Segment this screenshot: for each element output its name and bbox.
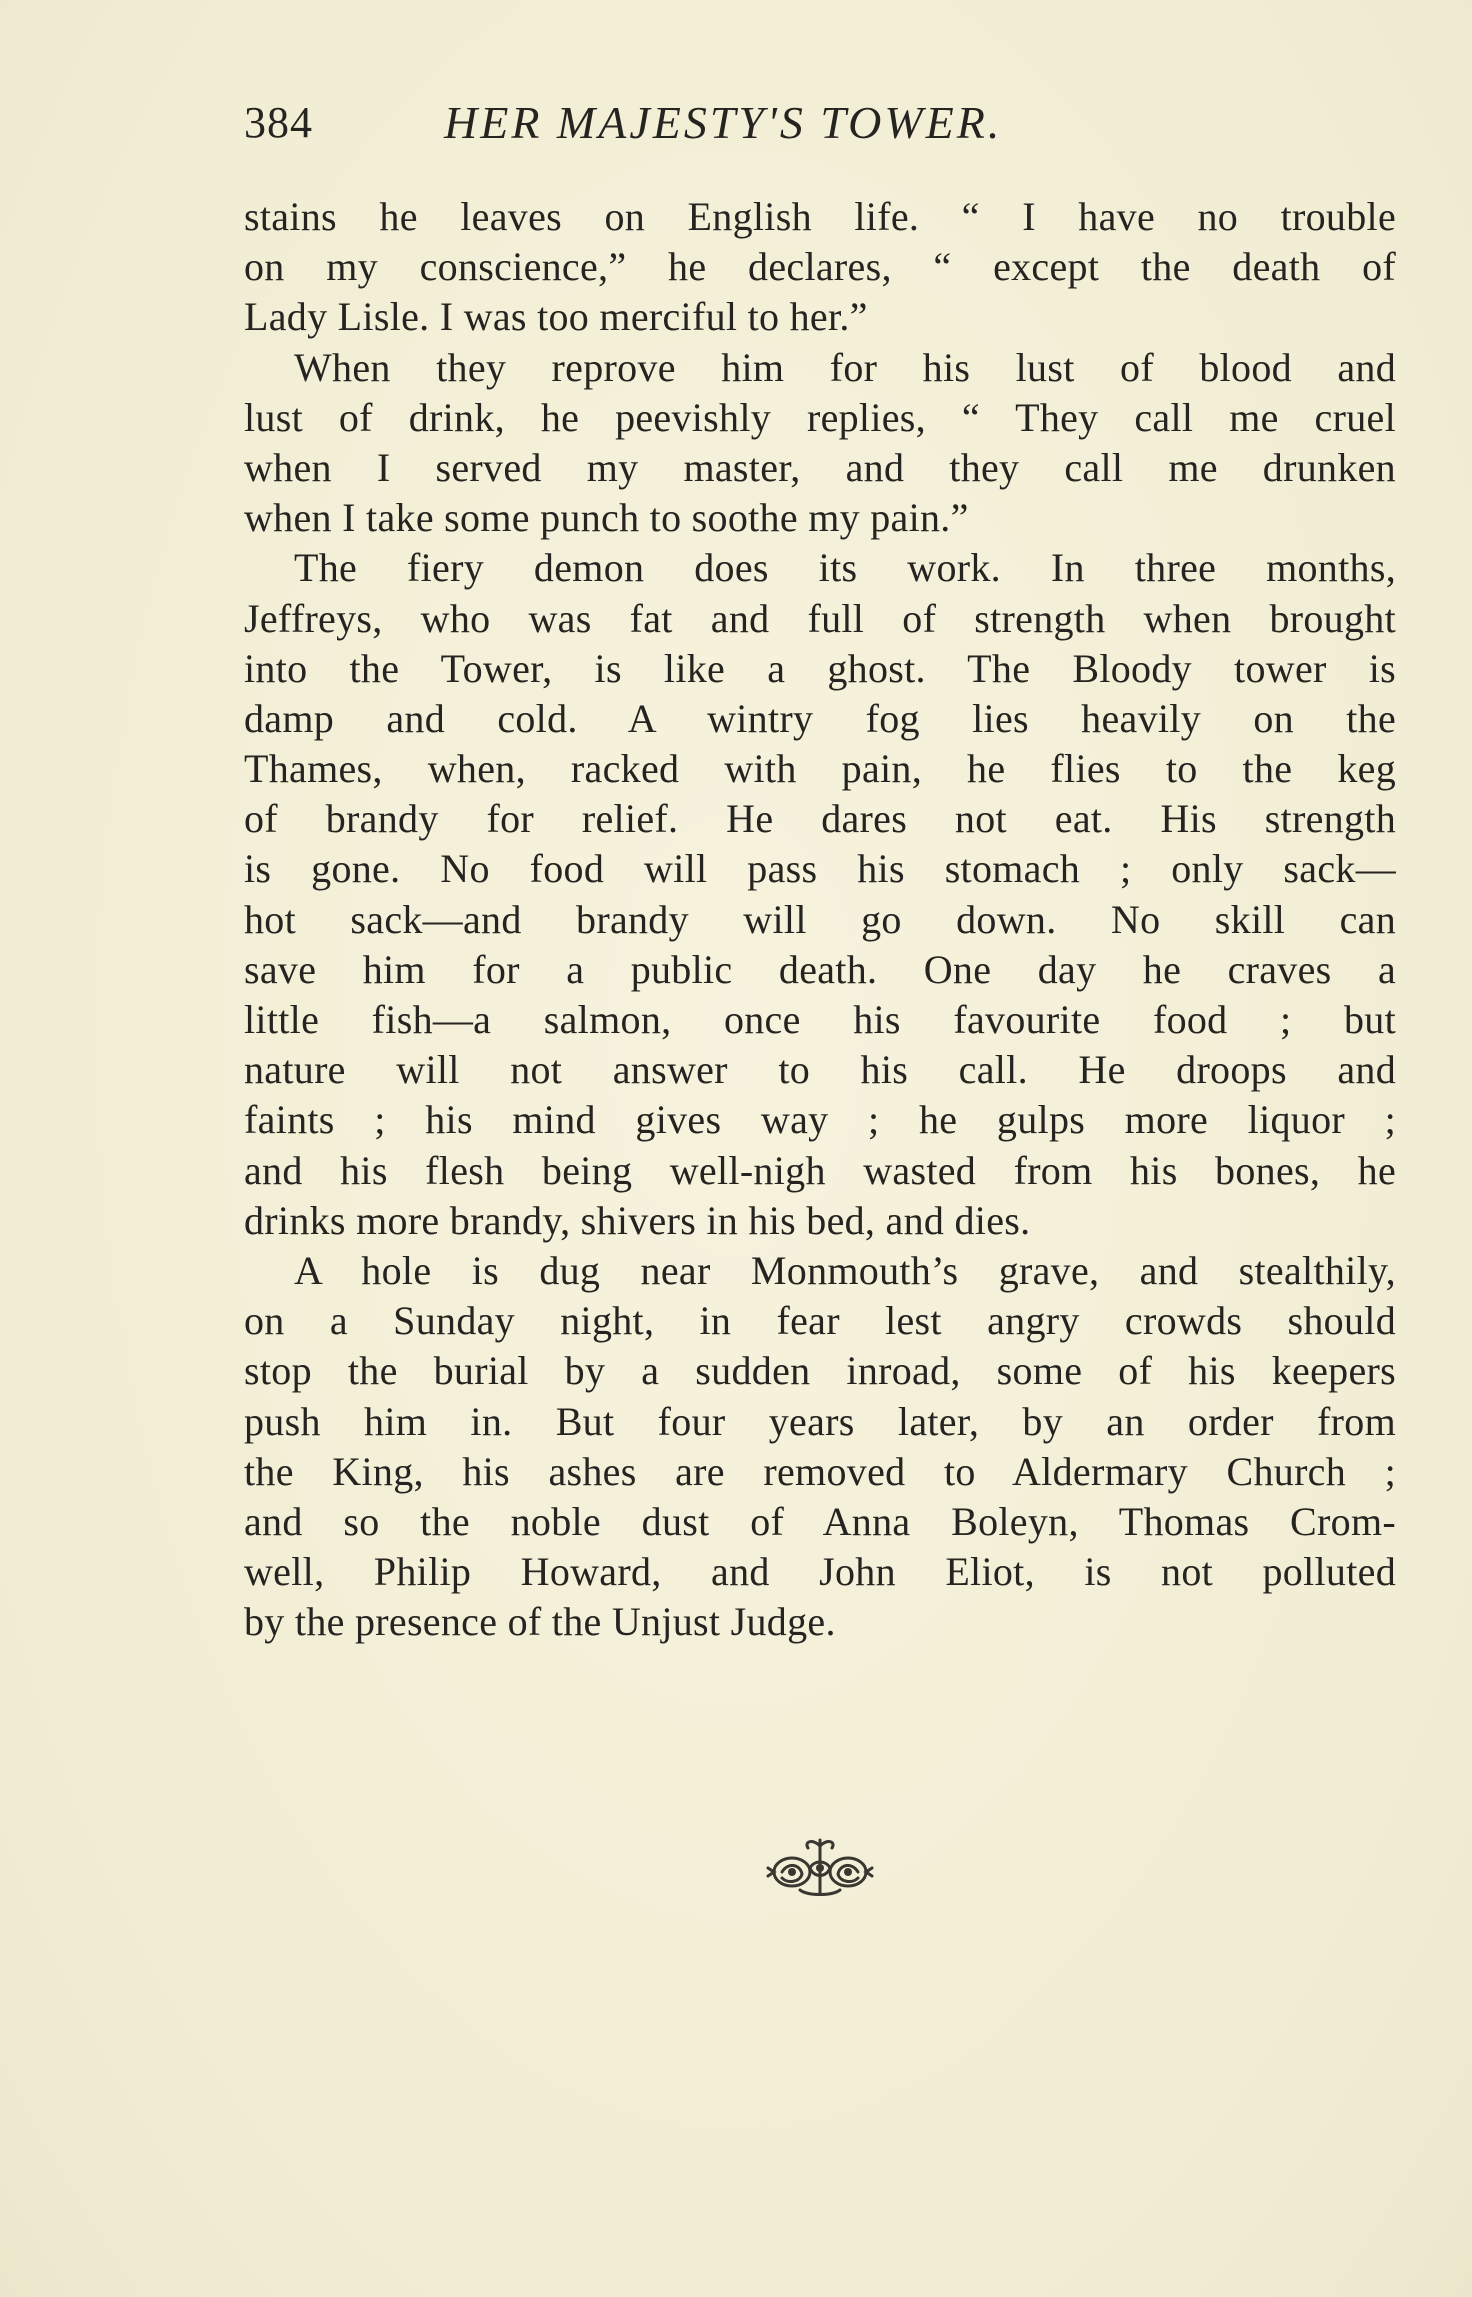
text-line: stop the burial by a sudden inroad, some of his keepers bbox=[244, 1348, 1396, 1394]
text-line: when I take some punch to soothe my pain.” bbox=[244, 495, 969, 541]
text-line: The fiery demon does its work. In three months, bbox=[294, 545, 1396, 591]
text-line: push him in. But four years later, by an order from bbox=[244, 1398, 1396, 1444]
text-line: on a Sunday night, in fear lest angry crowds should bbox=[244, 1298, 1396, 1344]
text-line: well, Philip Howard, and John Eliot, is not polluted bbox=[244, 1549, 1396, 1595]
text-line: on my conscience,” he declares, “ except the death of bbox=[244, 244, 1396, 290]
page-number: 384 bbox=[244, 98, 313, 147]
text-line: nature will not answer to his call. He droops and bbox=[244, 1047, 1396, 1093]
running-title: HER MAJESTY'S TOWER. bbox=[444, 97, 1003, 148]
page-header bbox=[244, 88, 1244, 158]
text-line: A hole is dug near Monmouth’s grave, and stealthily, bbox=[294, 1247, 1396, 1293]
text-line: drinks more brandy, shivers in his bed, and dies. bbox=[244, 1197, 1031, 1243]
text-line: is gone. No food will pass his stomach ; only sack— bbox=[244, 846, 1396, 892]
paragraph bbox=[244, 543, 1396, 1246]
text-line: lust of drink, he peevishly replies, “ They call me cruel bbox=[244, 394, 1396, 440]
text-line: Thames, when, racked with pain, he flies to the keg bbox=[244, 746, 1396, 792]
text-line: into the Tower, is like a ghost. The Bloody tower is bbox=[244, 645, 1396, 691]
text-line: when I served my master, and they call me drunken bbox=[244, 444, 1396, 490]
paragraph bbox=[244, 1246, 1396, 1648]
paragraph bbox=[244, 343, 1396, 544]
text-line: and his flesh being well-nigh wasted from his bones, he bbox=[244, 1147, 1396, 1193]
text-line: stains he leaves on English life. “ I have no trouble bbox=[244, 194, 1396, 239]
text-line: the King, his ashes are removed to Aldermary Church ; bbox=[244, 1448, 1396, 1494]
text-line: by the presence of the Unjust Judge. bbox=[244, 1599, 836, 1645]
text-line: damp and cold. A wintry fog lies heavily on the bbox=[244, 695, 1396, 741]
body-text bbox=[244, 192, 1396, 1647]
text-line: hot sack—and brandy will go down. No skill can bbox=[244, 896, 1396, 942]
text-line: little fish—a salmon, once his favourite food ; but bbox=[244, 997, 1396, 1042]
text-line: of brandy for relief. He dares not eat. His strength bbox=[244, 796, 1396, 842]
text-line: When they reprove him for his lust of blood and bbox=[294, 344, 1396, 390]
text-line: and so the noble dust of Anna Boleyn, Thomas Crom- bbox=[244, 1498, 1396, 1544]
paragraph bbox=[244, 192, 1396, 343]
text-line: Lady Lisle. I was too merciful to her.” bbox=[244, 294, 868, 340]
floral-tailpiece-icon bbox=[760, 1832, 880, 1902]
text-line: faints ; his mind gives way ; he gulps more liquor ; bbox=[244, 1097, 1396, 1143]
text-line: save him for a public death. One day he craves a bbox=[244, 946, 1396, 992]
text-line: Jeffreys, who was fat and full of strength when brought bbox=[244, 595, 1396, 641]
